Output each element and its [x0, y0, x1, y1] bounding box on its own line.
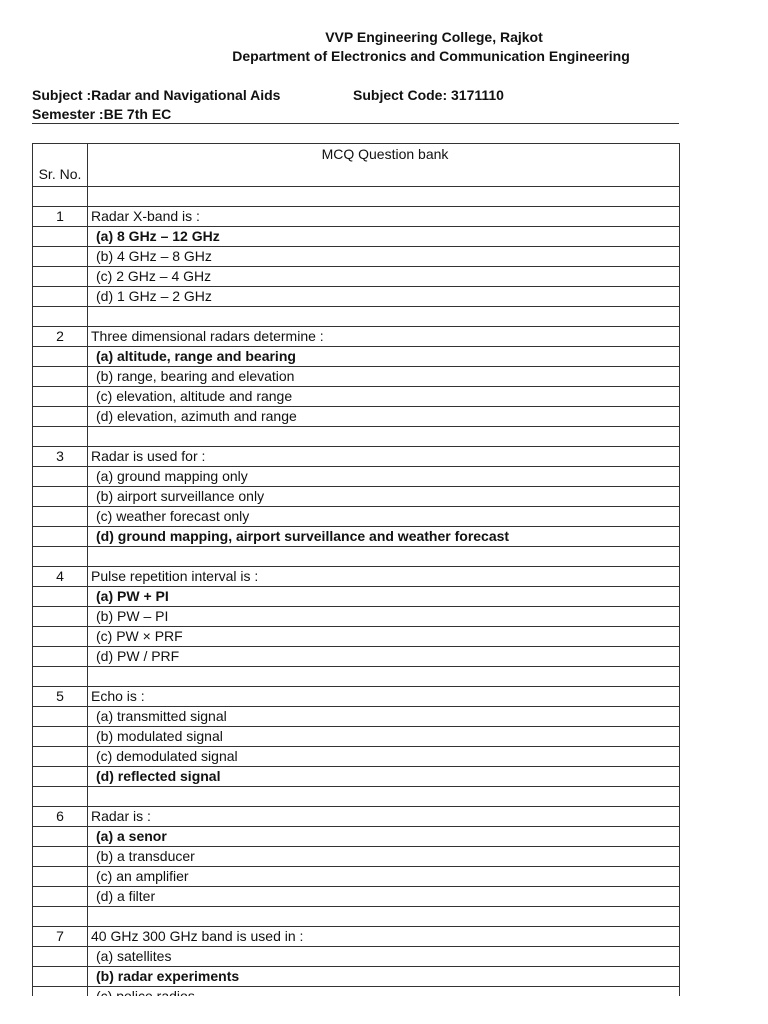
- option-number-cell: [33, 727, 88, 747]
- question-row: [33, 567, 680, 587]
- question-text: Radar is used for :: [88, 447, 680, 467]
- option-cell: [88, 487, 680, 507]
- spacer-cell: [33, 427, 88, 447]
- option-text: (d) a filter: [96, 888, 156, 904]
- option-number-cell: [33, 967, 88, 987]
- option-row: [33, 747, 680, 767]
- option-row: [33, 867, 680, 887]
- option-cell: [88, 507, 680, 527]
- table-header-row: [33, 144, 680, 187]
- option-cell: [88, 747, 680, 767]
- option-text: (b) 4 GHz – 8 GHz: [96, 248, 212, 264]
- sr-no-header: Sr. No.: [33, 144, 88, 187]
- spacer-cell: [33, 187, 88, 207]
- semester-label: Semester :BE 7th EC: [32, 106, 172, 122]
- option-cell: [88, 607, 680, 627]
- option-number-cell: [33, 267, 88, 287]
- option-text: (b) range, bearing and elevation: [96, 368, 295, 384]
- option-text: (c) an amplifier: [96, 868, 189, 884]
- option-text: (a) PW + PI: [96, 588, 169, 604]
- option-text: (c) 2 GHz – 4 GHz: [96, 268, 212, 284]
- question-text: Pulse repetition interval is :: [88, 567, 680, 587]
- spacer-cell: [88, 547, 680, 567]
- question-table: [32, 143, 680, 1007]
- option-cell: [88, 647, 680, 667]
- option-text: (d) PW / PRF: [96, 648, 180, 664]
- option-cell: [88, 287, 680, 307]
- option-cell: [88, 247, 680, 267]
- department-name: Department of Electronics and Communication Engineering: [232, 48, 630, 64]
- option-number-cell: [33, 627, 88, 647]
- option-number-cell: [33, 527, 88, 547]
- option-number-cell: [33, 507, 88, 527]
- option-row: [33, 367, 680, 387]
- spacer-row: [33, 187, 680, 207]
- spacer-cell: [88, 787, 680, 807]
- option-number-cell: [33, 467, 88, 487]
- answer-option-row: [33, 227, 680, 247]
- correct-option: [88, 967, 680, 987]
- correct-option: [88, 527, 680, 547]
- question-row: [33, 687, 680, 707]
- spacer-cell: [88, 907, 680, 927]
- answer-option-row: [33, 967, 680, 987]
- option-cell: [88, 627, 680, 647]
- option-text: (c) weather forecast only: [96, 508, 250, 524]
- question-table-body: [33, 144, 680, 1007]
- spacer-row: [33, 907, 680, 927]
- option-text: (a) 8 GHz – 12 GHz: [96, 228, 220, 244]
- answer-option-row: [33, 347, 680, 367]
- option-row: [33, 627, 680, 647]
- option-row: [33, 387, 680, 407]
- answer-option-row: [33, 827, 680, 847]
- spacer-cell: [33, 787, 88, 807]
- option-cell: [88, 947, 680, 967]
- answer-option-row: [33, 527, 680, 547]
- spacer-cell: [88, 307, 680, 327]
- option-number-cell: [33, 887, 88, 907]
- question-number: 3: [33, 447, 88, 467]
- option-cell: [88, 727, 680, 747]
- answer-option-row: [33, 587, 680, 607]
- question-number: 2: [33, 327, 88, 347]
- question-row: [33, 207, 680, 227]
- question-bank-title: MCQ Question bank: [88, 144, 680, 187]
- correct-option: [88, 227, 680, 247]
- spacer-row: [33, 667, 680, 687]
- option-text: (b) PW – PI: [96, 608, 169, 624]
- option-number-cell: [33, 707, 88, 727]
- question-text: Echo is :: [88, 687, 680, 707]
- option-cell: [88, 707, 680, 727]
- option-cell: [88, 847, 680, 867]
- spacer-row: [33, 307, 680, 327]
- option-number-cell: [33, 827, 88, 847]
- option-number-cell: [33, 407, 88, 427]
- question-row: [33, 327, 680, 347]
- option-number-cell: [33, 847, 88, 867]
- spacer-cell: [33, 307, 88, 327]
- option-cell: [88, 367, 680, 387]
- option-number-cell: [33, 947, 88, 967]
- option-text: (b) a transducer: [96, 848, 195, 864]
- option-number-cell: [33, 487, 88, 507]
- option-number-cell: [33, 867, 88, 887]
- option-number-cell: [33, 347, 88, 367]
- option-row: [33, 647, 680, 667]
- option-text: (b) airport surveillance only: [96, 488, 265, 504]
- question-text: 40 GHz 300 GHz band is used in :: [88, 927, 680, 947]
- option-cell: [88, 887, 680, 907]
- question-number: 4: [33, 567, 88, 587]
- option-number-cell: [33, 387, 88, 407]
- question-text: Radar is :: [88, 807, 680, 827]
- correct-option: [88, 767, 680, 787]
- option-cell: [88, 387, 680, 407]
- option-text: (d) reflected signal: [96, 768, 221, 784]
- option-number-cell: [33, 227, 88, 247]
- option-text: (b) modulated signal: [96, 728, 223, 744]
- option-text: (a) ground mapping only: [96, 468, 248, 484]
- option-text: (a) a senor: [96, 828, 167, 844]
- question-number: 1: [33, 207, 88, 227]
- spacer-cell: [88, 667, 680, 687]
- correct-option: [88, 587, 680, 607]
- correct-option: [88, 347, 680, 367]
- question-row: [33, 447, 680, 467]
- question-row: [33, 927, 680, 947]
- option-row: [33, 267, 680, 287]
- option-text: (c) PW × PRF: [96, 628, 183, 644]
- option-text: (a) satellites: [96, 948, 172, 964]
- option-row: [33, 467, 680, 487]
- subject-code: Subject Code: 3171110: [353, 87, 504, 103]
- option-row: [33, 847, 680, 867]
- spacer-cell: [33, 667, 88, 687]
- subject-label: Subject :Radar and Navigational Aids: [32, 87, 281, 103]
- option-text: (d) elevation, azimuth and range: [96, 408, 297, 424]
- option-number-cell: [33, 747, 88, 767]
- option-cell: [88, 867, 680, 887]
- spacer-cell: [88, 187, 680, 207]
- option-row: [33, 607, 680, 627]
- question-row: [33, 807, 680, 827]
- option-row: [33, 947, 680, 967]
- option-number-cell: [33, 247, 88, 267]
- spacer-cell: [33, 547, 88, 567]
- spacer-cell: [33, 907, 88, 927]
- question-text: Radar X-band is :: [88, 207, 680, 227]
- option-cell: [88, 267, 680, 287]
- question-number: 7: [33, 927, 88, 947]
- option-number-cell: [33, 607, 88, 627]
- spacer-row: [33, 547, 680, 567]
- question-number: 6: [33, 807, 88, 827]
- question-number: 5: [33, 687, 88, 707]
- answer-option-row: [33, 767, 680, 787]
- option-cell: [88, 407, 680, 427]
- spacer-cell: [88, 427, 680, 447]
- option-cell: [88, 467, 680, 487]
- option-text: (b) radar experiments: [96, 968, 240, 984]
- option-text: (c) elevation, altitude and range: [96, 388, 293, 404]
- correct-option: [88, 827, 680, 847]
- option-text: (a) transmitted signal: [96, 708, 227, 724]
- college-name: VVP Engineering College, Rajkot: [325, 29, 543, 45]
- option-text: (c) demodulated signal: [96, 748, 238, 764]
- header-divider: [32, 123, 679, 124]
- option-row: [33, 727, 680, 747]
- option-number-cell: [33, 287, 88, 307]
- option-text: (a) altitude, range and bearing: [96, 348, 296, 364]
- option-number-cell: [33, 767, 88, 787]
- option-number-cell: [33, 367, 88, 387]
- option-number-cell: [33, 647, 88, 667]
- option-text: (d) ground mapping, airport surveillance and weather forecast: [96, 528, 510, 544]
- spacer-row: [33, 427, 680, 447]
- option-row: [33, 507, 680, 527]
- option-row: [33, 887, 680, 907]
- question-text: Three dimensional radars determine :: [88, 327, 680, 347]
- page-clip: [0, 996, 768, 1024]
- option-row: [33, 707, 680, 727]
- option-row: [33, 487, 680, 507]
- option-row: [33, 287, 680, 307]
- option-text: (d) 1 GHz – 2 GHz: [96, 288, 212, 304]
- option-row: [33, 247, 680, 267]
- spacer-row: [33, 787, 680, 807]
- option-row: [33, 407, 680, 427]
- option-number-cell: [33, 587, 88, 607]
